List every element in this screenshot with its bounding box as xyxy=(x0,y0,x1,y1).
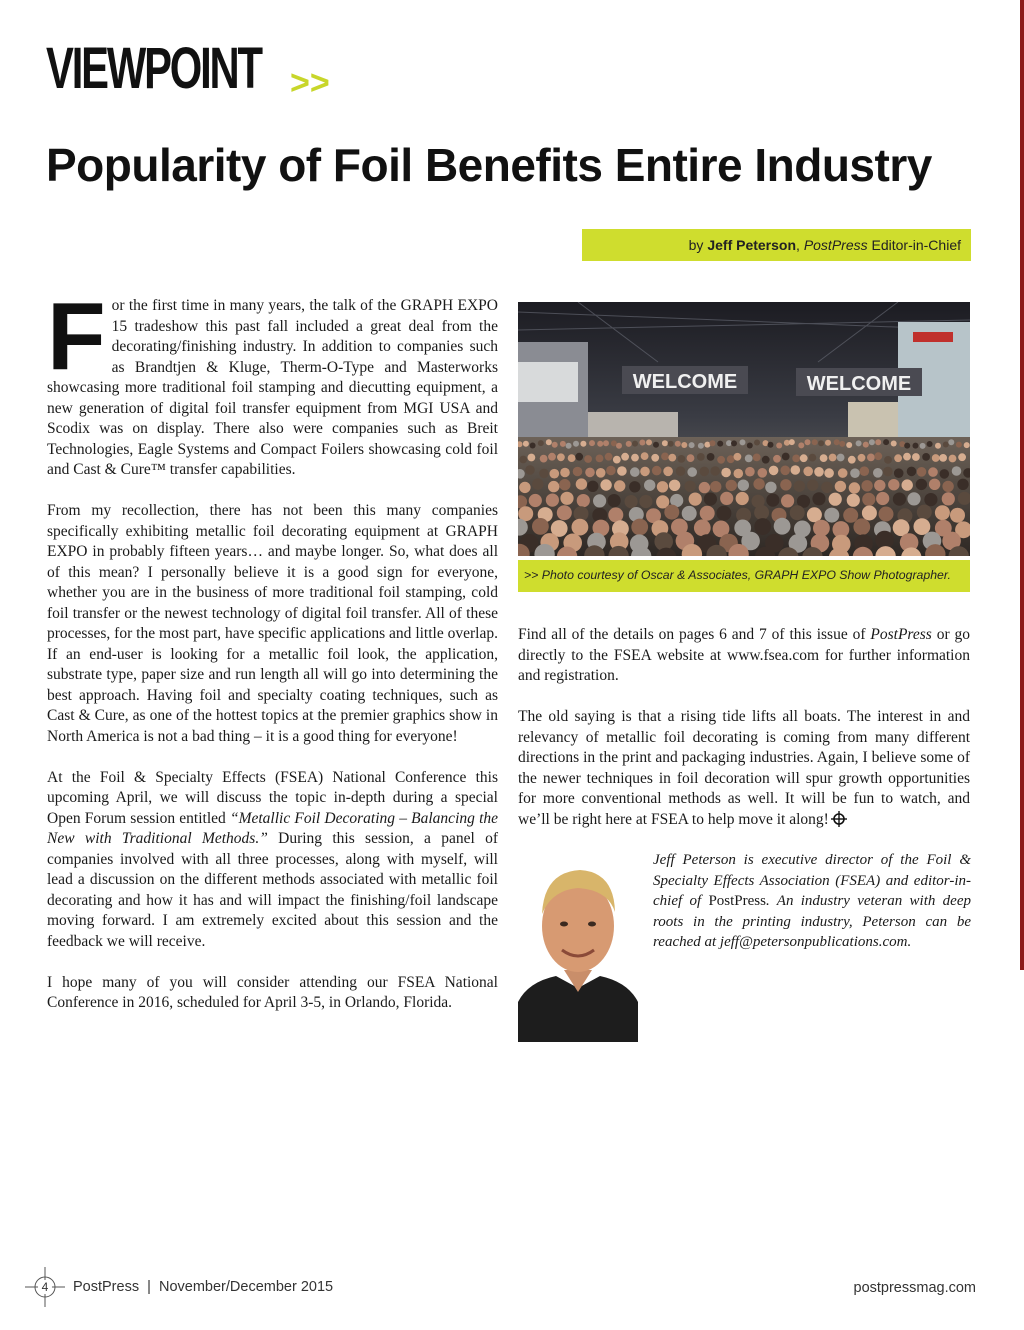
crowd-head xyxy=(800,454,808,462)
footer-publication: PostPress xyxy=(73,1279,140,1295)
crowd-head xyxy=(875,439,881,445)
crowd-head xyxy=(812,439,818,445)
crowd-head xyxy=(874,452,882,460)
crowd-head xyxy=(538,440,544,446)
crowd-head xyxy=(606,466,616,476)
crowd-head xyxy=(942,481,953,492)
crowd-head xyxy=(860,466,870,476)
crowd-head xyxy=(530,443,536,449)
crowd-head xyxy=(529,494,542,507)
byline xyxy=(582,229,971,261)
crowd-head xyxy=(957,479,968,490)
crowd-head xyxy=(825,440,831,446)
crowd-head xyxy=(956,442,962,448)
crowd-head xyxy=(605,453,613,461)
crowd-head xyxy=(577,494,590,507)
crowd-head xyxy=(754,518,771,535)
crowd-head xyxy=(568,454,576,462)
crowd-head xyxy=(573,467,583,477)
crowd-head xyxy=(920,443,926,449)
left-column xyxy=(47,283,498,1034)
crowd-head xyxy=(585,468,595,478)
crowd-head xyxy=(876,492,889,505)
crowd-head xyxy=(519,482,530,493)
crowd-head xyxy=(653,442,659,448)
crowd-head xyxy=(867,454,875,462)
paragraph-3-text-a: At the Foil & Specialty Effects (FSEA) National Conference this upcoming April, we will discuss the topic in-depth during a special Open Forum session entitled xyxy=(47,768,498,827)
crowd-head xyxy=(608,507,623,522)
crowd-head xyxy=(745,467,755,477)
crowd-head xyxy=(593,494,606,507)
crowd-head xyxy=(952,466,962,476)
footer-divider: | xyxy=(147,1279,151,1295)
crowd-head xyxy=(572,519,589,536)
author-bio xyxy=(653,850,971,953)
crowd-head xyxy=(789,439,795,445)
crowd-head xyxy=(726,480,737,491)
crowd-head xyxy=(704,442,710,448)
crowd-head xyxy=(780,479,791,490)
crowd-head xyxy=(652,466,662,476)
author-portrait-image xyxy=(518,842,638,1042)
section-label: VIEWPOINT xyxy=(46,36,261,101)
crowd-head xyxy=(617,466,627,476)
crowd-head xyxy=(927,441,933,447)
crowd-head xyxy=(753,454,761,462)
byline-role: Editor-in-Chief xyxy=(871,237,961,253)
crowd-head xyxy=(907,467,917,477)
crowd-head xyxy=(676,466,686,476)
crowd-head xyxy=(557,505,572,520)
crowd-head xyxy=(573,441,579,447)
crowd-head xyxy=(532,518,549,535)
section-arrows: >> xyxy=(290,64,330,102)
welcome-sign-left: WELCOME xyxy=(632,371,738,393)
crowd-head xyxy=(914,518,931,535)
crowd-head xyxy=(821,482,832,493)
crowd-head xyxy=(646,439,652,445)
crowd-head xyxy=(540,455,548,463)
crowd-head xyxy=(740,439,746,445)
crowd-head xyxy=(935,443,941,449)
crowd-head xyxy=(539,469,549,479)
crowd-head xyxy=(902,479,913,490)
crowd-head xyxy=(641,452,649,460)
article-headline: Popularity of Foil Benefits Entire Industry xyxy=(46,139,932,191)
crowd-head xyxy=(576,478,587,489)
crowd-head xyxy=(584,455,592,463)
crowd-head xyxy=(940,469,950,479)
crowd-head xyxy=(682,506,697,521)
crowd-head xyxy=(829,454,837,462)
crowd-head xyxy=(924,493,937,506)
crowd-head xyxy=(651,454,659,462)
crowd-head xyxy=(856,440,862,446)
crowd-head xyxy=(768,442,774,448)
crowd-head xyxy=(805,439,811,445)
crowd-head xyxy=(560,492,573,505)
paragraph-5 xyxy=(518,625,970,687)
crowd-head xyxy=(608,494,621,507)
crowd-head xyxy=(697,453,705,461)
crowd-head xyxy=(894,468,904,478)
crowd-head xyxy=(893,493,906,506)
paragraph-2: From my recollection, there has not been this many companies specifically exhibiting metallic foil decorating equipment at GRAPH EXPO in probably fifteen years… and maybe longer. So, what does all of this mean? I personally believe it is a good sign for everyone, whether you are in the business of more traditional foil stamping, cold foil transfer or the newest technology of digital foil transfer. All of these processes, for the most part, have specific applications and little overlap. If an end-user is looking for a metallic foil look, the application, substrate type, paper size and run length all will go into determining the best approach. Having foil and specialty coating techniques, such as Cast & Cure, as one of the hottest topics at the premier graphics show in North America is not a bad thing – it is a good thing for everyone! xyxy=(47,502,498,745)
crowd-head xyxy=(853,518,870,535)
crowd-head xyxy=(964,442,970,448)
crowd-head xyxy=(525,465,535,475)
crowd-head xyxy=(814,467,824,477)
crowd-head xyxy=(873,468,883,478)
crowd-head xyxy=(862,506,877,521)
crowd-head xyxy=(943,442,949,448)
paragraph-5-text-b: or go directly to the FSEA website at www.fsea.com for further information and registration. xyxy=(518,626,970,684)
crowd-head xyxy=(559,479,570,490)
crowd-head xyxy=(613,456,621,464)
paragraph-6 xyxy=(518,707,970,830)
end-mark-icon xyxy=(831,811,847,827)
crowd-head xyxy=(928,467,938,477)
crowd-head xyxy=(689,442,695,448)
footer-left xyxy=(25,1267,333,1307)
crowd-head xyxy=(662,440,668,446)
crowd-head xyxy=(929,479,940,490)
crowd-head xyxy=(913,443,919,449)
byline-separator: , xyxy=(796,237,800,253)
crowd-head xyxy=(710,440,716,446)
crowd-head xyxy=(838,468,848,478)
crowd-head xyxy=(699,482,710,493)
welcome-sign-right: WELCOME xyxy=(806,373,912,395)
crowd-head xyxy=(644,480,655,491)
byline-author: Jeff Peterson xyxy=(707,237,797,253)
bio-text-b: . An industry veteran with deep roots in the printing industry, Peterson can be reached at jeff@petersonpublications.com. xyxy=(653,893,971,950)
crowd-head xyxy=(639,440,645,446)
caption-role: GRAPH EXPO Show Photographer. xyxy=(754,568,951,582)
crowd-head xyxy=(942,492,955,505)
crowd-head xyxy=(812,492,825,505)
crowd-head xyxy=(639,495,652,508)
crowd-head xyxy=(917,505,932,520)
crowd-head xyxy=(614,480,625,491)
crowd-head xyxy=(694,519,711,536)
crowd-head xyxy=(818,440,824,446)
paragraph-6-text: The old saying is that a rising tide lifts all boats. The interest in and relevancy of metallic foil decorating is coming from many different directions in the print and packaging industries. Again, I believe some of the newer techniques in foil decoration will spur growth opportunities for more conventional methods as well. It will be fun to watch, and we’ll be right here at FSEA to help move it along! xyxy=(518,708,970,828)
crowd-head xyxy=(664,505,679,520)
crowd-head xyxy=(824,508,839,523)
crowd-head xyxy=(736,492,749,505)
crowd-head xyxy=(632,441,638,447)
crowd-head xyxy=(765,482,776,493)
page-edge-rule xyxy=(1020,0,1024,970)
crowd-head xyxy=(616,443,622,449)
crowd-head xyxy=(794,481,805,492)
crowd-head xyxy=(839,441,845,447)
crowd-head xyxy=(950,508,965,523)
crowd-head xyxy=(523,441,529,447)
crowd-head xyxy=(776,443,782,449)
crowd-head xyxy=(949,455,957,463)
tradeshow-crowd-image xyxy=(518,302,970,556)
crowd-head xyxy=(560,468,570,478)
crowd-head xyxy=(717,441,723,447)
crowd-head xyxy=(589,440,595,446)
crowd-head xyxy=(550,469,560,479)
crowd-head xyxy=(935,505,950,520)
crowd-head xyxy=(917,467,927,477)
crowd-head xyxy=(661,453,669,461)
crowd-head xyxy=(727,455,735,463)
crowd-head xyxy=(879,507,894,522)
crowd-head xyxy=(803,467,813,477)
crowd-head xyxy=(780,466,790,476)
drop-cap: F xyxy=(47,283,106,390)
crowd-head xyxy=(848,456,856,464)
crowd-head xyxy=(774,518,791,535)
crowd-head xyxy=(560,441,566,447)
crowd-head xyxy=(912,453,920,461)
crowd-head xyxy=(528,454,536,462)
crowd-head xyxy=(580,441,586,447)
crowd-head xyxy=(790,505,805,520)
crowd-head xyxy=(621,453,629,461)
bio-publication: PostPress xyxy=(708,893,766,909)
tradeshow-photo xyxy=(518,302,970,556)
crowd-head xyxy=(587,481,598,492)
crowd-head xyxy=(707,453,715,461)
crowd-head xyxy=(575,453,583,461)
page-number: 4 xyxy=(41,1280,49,1294)
right-column xyxy=(518,625,970,830)
author-photo xyxy=(518,842,638,1042)
crowd-head xyxy=(625,495,638,508)
crowd-head xyxy=(566,443,572,449)
crowd-head xyxy=(675,441,681,447)
crowd-head xyxy=(689,493,702,506)
paragraph-5-text-a: Find all of the details on pages 6 and 7 of this issue of xyxy=(518,626,871,643)
crowd-head xyxy=(600,479,611,490)
crowd-head xyxy=(773,455,781,463)
crowd-head xyxy=(678,455,686,463)
crowd-head xyxy=(850,468,860,478)
crowd-head xyxy=(792,455,800,463)
crowd-head xyxy=(807,480,818,491)
crowd-head xyxy=(698,443,704,449)
crowd-head xyxy=(922,453,930,461)
crowd-head xyxy=(820,454,828,462)
crowd-head xyxy=(721,468,731,478)
crowd-head xyxy=(903,453,911,461)
photo-caption xyxy=(518,560,970,592)
crowd-head xyxy=(657,481,668,492)
crowd-head xyxy=(668,454,676,462)
crowd-head xyxy=(519,456,527,464)
paragraph-3 xyxy=(47,768,498,953)
crowd-head xyxy=(684,481,695,492)
crowd-head xyxy=(809,454,817,462)
crowd-head xyxy=(769,466,779,476)
crowd-head xyxy=(720,492,733,505)
footer-issue: November/December 2015 xyxy=(159,1279,334,1295)
crowd-head xyxy=(700,467,710,477)
crowd-head xyxy=(884,456,892,464)
crowd-head xyxy=(747,443,753,449)
crowd-head xyxy=(863,442,869,448)
crowd-head xyxy=(958,453,966,461)
paragraph-5-publication: PostPress xyxy=(870,626,932,643)
crowd-head xyxy=(904,443,910,449)
crowd-head xyxy=(640,467,650,477)
crowd-head xyxy=(782,453,790,461)
byline-publication: PostPress xyxy=(803,237,868,253)
crowd-head xyxy=(700,506,715,521)
crowd-head xyxy=(948,439,954,445)
crowd-head xyxy=(869,439,875,445)
crowd-head xyxy=(916,479,927,490)
crowd-head xyxy=(548,453,556,461)
crowd-head xyxy=(862,493,875,506)
crowd-head xyxy=(626,441,632,447)
crowd-head xyxy=(791,465,801,475)
crowd-head xyxy=(798,442,804,448)
crowd-head xyxy=(874,480,885,491)
crowd-head xyxy=(631,454,639,462)
crowd-head xyxy=(847,494,860,507)
caption-credit: >> Photo courtesy of Oscar & Associates, xyxy=(524,568,755,582)
crowd-head xyxy=(753,478,764,489)
crowd-head xyxy=(894,454,902,462)
crowd-head xyxy=(734,469,744,479)
crowd-head xyxy=(745,455,753,463)
crowd-head xyxy=(891,441,897,447)
paragraph-4: I hope many of you will consider attending our FSEA National Conference in 2016, scheduled for April 3-5, in Orlando, Florida. xyxy=(47,973,498,1011)
crowd-head xyxy=(754,505,769,520)
crowd-head xyxy=(687,454,695,462)
crowd-head xyxy=(754,440,760,446)
crowd-head xyxy=(596,455,604,463)
crowd-head xyxy=(846,442,852,448)
crowd-head xyxy=(669,480,680,491)
crowd-head xyxy=(829,493,842,506)
crowd-head xyxy=(731,440,737,446)
crowd-head xyxy=(758,468,768,478)
crowd-head xyxy=(835,481,846,492)
crowd-head xyxy=(834,439,840,445)
byline-prefix: by xyxy=(688,237,704,253)
crowd-head xyxy=(710,466,720,476)
crowd-head xyxy=(631,519,648,536)
crowd-head xyxy=(843,508,858,523)
crowd-head xyxy=(546,439,552,445)
crowd-head xyxy=(629,481,640,492)
paragraph-1-text: or the first time in many years, the talk of the GRAPH EXPO 15 tradeshow this past fall included a great deal from the decorating/finishing industry. In addition to companies such as Brandtjen & Kluge, Therm-O-Type and Masterworks showcasing more traditional foil stamping and diecutting equipment, a new generation of digital foil transfer equipment from MGI USA and Scodix was on display. There also were companies such as Breit Technologies, Eagle Systems and Compact Foilers showcasing cold foil and Cast & Cure™ transfer capabilities. xyxy=(47,297,498,478)
crowd-head xyxy=(824,468,834,478)
bio-text-a: Jeff Peterson is executive director of the Foil & Specialty Effects Association (FSEA) and editor-in-chief of xyxy=(653,852,971,909)
crowd-head xyxy=(858,454,866,462)
crowd-head xyxy=(603,440,609,446)
crowd-head xyxy=(883,439,889,445)
crowd-head xyxy=(716,506,731,521)
crowd-head xyxy=(532,478,543,489)
crowd-head xyxy=(762,456,770,464)
crowd-head xyxy=(611,440,617,446)
crowd-head xyxy=(597,441,603,447)
crowd-head xyxy=(738,480,749,491)
crowd-head xyxy=(888,479,899,490)
crowd-head xyxy=(596,468,606,478)
crowd-head xyxy=(704,493,717,506)
crowd-head xyxy=(861,480,872,491)
crowd-head xyxy=(717,456,725,464)
crowd-head xyxy=(552,442,558,448)
page-number-mark xyxy=(25,1267,65,1307)
footer-website: postpressmag.com xyxy=(853,1280,976,1296)
crowd-head xyxy=(883,467,893,477)
crowd-head xyxy=(939,454,947,462)
paragraph-1 xyxy=(47,283,498,481)
crowd-head xyxy=(687,467,697,477)
crowd-head xyxy=(710,481,721,492)
crowd-head xyxy=(546,494,559,507)
session-title: “Metallic Foil Decorating – Balancing the New with Traditional Methods.” xyxy=(47,809,498,847)
paragraph-3-text-b: During this session, a panel of companies involved with all three processes, along with myself, will lead a discussion on the different methods associated with metallic foil decorating and how it has and will impact the finishing/foil landscape moving forward. I am extremely excited about this session and the feedback we will receive. xyxy=(47,830,498,950)
crowd-head xyxy=(681,442,687,448)
crowd-head xyxy=(849,482,860,493)
crowd-head xyxy=(663,467,673,477)
crowd-head xyxy=(781,494,794,507)
crowd-head xyxy=(932,454,940,462)
crowd-head xyxy=(766,494,779,507)
crowd-head xyxy=(837,454,845,462)
crowd-head xyxy=(668,441,674,447)
crowd-head xyxy=(630,467,640,477)
crowd-head xyxy=(557,453,565,461)
crowd-head xyxy=(734,453,742,461)
crowd-head xyxy=(548,481,559,492)
crowd-head xyxy=(907,492,920,505)
